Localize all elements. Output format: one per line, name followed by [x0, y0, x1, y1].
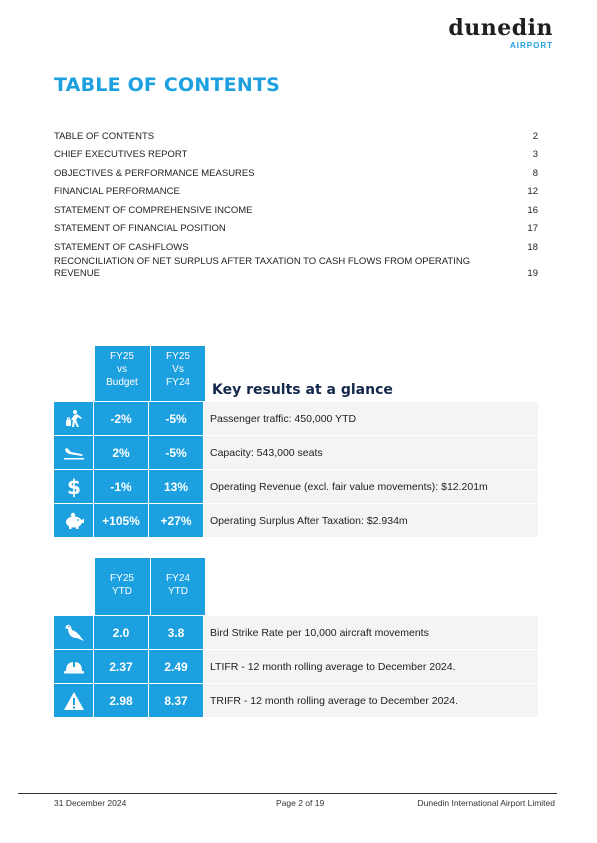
logo-wordmark: dunedin [448, 15, 553, 41]
vs-budget-value: -1% [94, 470, 148, 503]
footer-date: 31 December 2024 [54, 798, 127, 808]
col-header-fy25-ytd: FY25 YTD [95, 558, 150, 615]
toc-entry[interactable] [54, 124, 538, 143]
toc-entry-label: STATEMENT OF CASHFLOWS [54, 241, 189, 253]
toc-entry-label: TABLE OF CONTENTS [54, 130, 155, 142]
dunedin-airport-logo [448, 16, 553, 51]
toc-entry-page: 17 [527, 223, 538, 234]
key-results-table [54, 346, 538, 537]
key-results-header [54, 346, 538, 401]
vs-fy24-value: -5% [149, 402, 203, 435]
toc-entry-page: 18 [527, 241, 538, 253]
fy24-ytd-value: 3.8 [149, 616, 203, 649]
vs-budget-value: -2% [94, 402, 148, 435]
safety-metrics-table [54, 558, 538, 717]
logo-subtitle: AIRPORT [510, 41, 553, 50]
table-row [54, 436, 538, 469]
page-title: TABLE OF CONTENTS [54, 74, 281, 96]
col-header-fy24-ytd: FY24 YTD [150, 558, 205, 615]
toc-entry-page: 12 [527, 186, 538, 197]
toc-entry-page: 3 [532, 149, 538, 160]
table-of-contents [54, 124, 538, 280]
toc-entry-page: 8 [532, 167, 538, 179]
fy24-ytd-value: 2.49 [149, 650, 203, 683]
toc-entry[interactable] [54, 143, 538, 162]
toc-entry-page: 16 [527, 204, 538, 216]
plane-landing-icon [63, 445, 85, 461]
fy25-ytd-value: 2.0 [94, 616, 148, 649]
fy25-ytd-value: 2.98 [94, 684, 148, 717]
footer-divider [18, 793, 557, 794]
footer-company: Dunedin International Airport Limited [417, 798, 555, 808]
footer-page-number: Page 2 of 19 [276, 798, 325, 808]
table-row [54, 650, 538, 683]
toc-entry-label: FINANCIAL PERFORMANCE [54, 186, 180, 197]
toc-entry-label: OBJECTIVES & PERFORMANCE MEASURES [54, 167, 255, 179]
svg-text:$: $ [66, 475, 81, 498]
toc-entry-page: 2 [532, 130, 538, 142]
toc-entry[interactable] [54, 217, 538, 236]
table-row [54, 616, 538, 649]
bird-icon [63, 623, 85, 643]
vs-fy24-value: 13% [149, 470, 203, 503]
fy25-ytd-value: 2.37 [94, 650, 148, 683]
vs-budget-value: +105% [94, 504, 148, 537]
toc-entry-label: CHIEF EXECUTIVES REPORT [54, 149, 188, 160]
table-row [54, 504, 538, 537]
toc-entry[interactable] [54, 180, 538, 199]
toc-entry[interactable] [54, 256, 538, 280]
result-description: Capacity: 543,000 seats [204, 436, 538, 469]
metric-description: TRIFR - 12 month rolling average to December 2024. [204, 684, 538, 717]
vs-budget-value: 2% [94, 436, 148, 469]
result-description: Operating Surplus After Taxation: $2.934m [204, 504, 538, 537]
vs-fy24-value: -5% [149, 436, 203, 469]
passenger-icon [64, 409, 84, 429]
metric-description: Bird Strike Rate per 10,000 aircraft movements [204, 616, 538, 649]
toc-entry-page: 19 [527, 267, 538, 279]
toc-entry[interactable] [54, 235, 538, 254]
fy24-ytd-value: 8.37 [149, 684, 203, 717]
vs-fy24-value: +27% [149, 504, 203, 537]
safety-metrics-header [54, 558, 538, 615]
col-header-vs-budget: FY25 vs Budget [95, 346, 150, 401]
table-row [54, 470, 538, 503]
dollar-icon [66, 476, 82, 498]
toc-entry-label: STATEMENT OF FINANCIAL POSITION [54, 223, 226, 234]
table-row [54, 684, 538, 717]
piggy-bank-icon [63, 512, 85, 530]
toc-entry[interactable] [54, 198, 538, 217]
key-results-heading: Key results at a glance [212, 382, 393, 398]
metric-description: LTIFR - 12 month rolling average to December 2024. [204, 650, 538, 683]
col-header-vs-fy24: FY25 Vs FY24 [150, 346, 205, 401]
result-description: Passenger traffic: 450,000 YTD [204, 402, 538, 435]
toc-entry-label: RECONCILIATION OF NET SURPLUS AFTER TAXATION TO CASH FLOWS FROM OPERATING REVENUE [54, 255, 471, 279]
result-description: Operating Revenue (excl. fair value movements): $12.201m [204, 470, 538, 503]
toc-entry-label: STATEMENT OF COMPREHENSIVE INCOME [54, 204, 253, 216]
warning-icon [63, 691, 85, 711]
table-row [54, 402, 538, 435]
toc-entry[interactable] [54, 161, 538, 180]
hard-hat-icon [63, 659, 85, 675]
